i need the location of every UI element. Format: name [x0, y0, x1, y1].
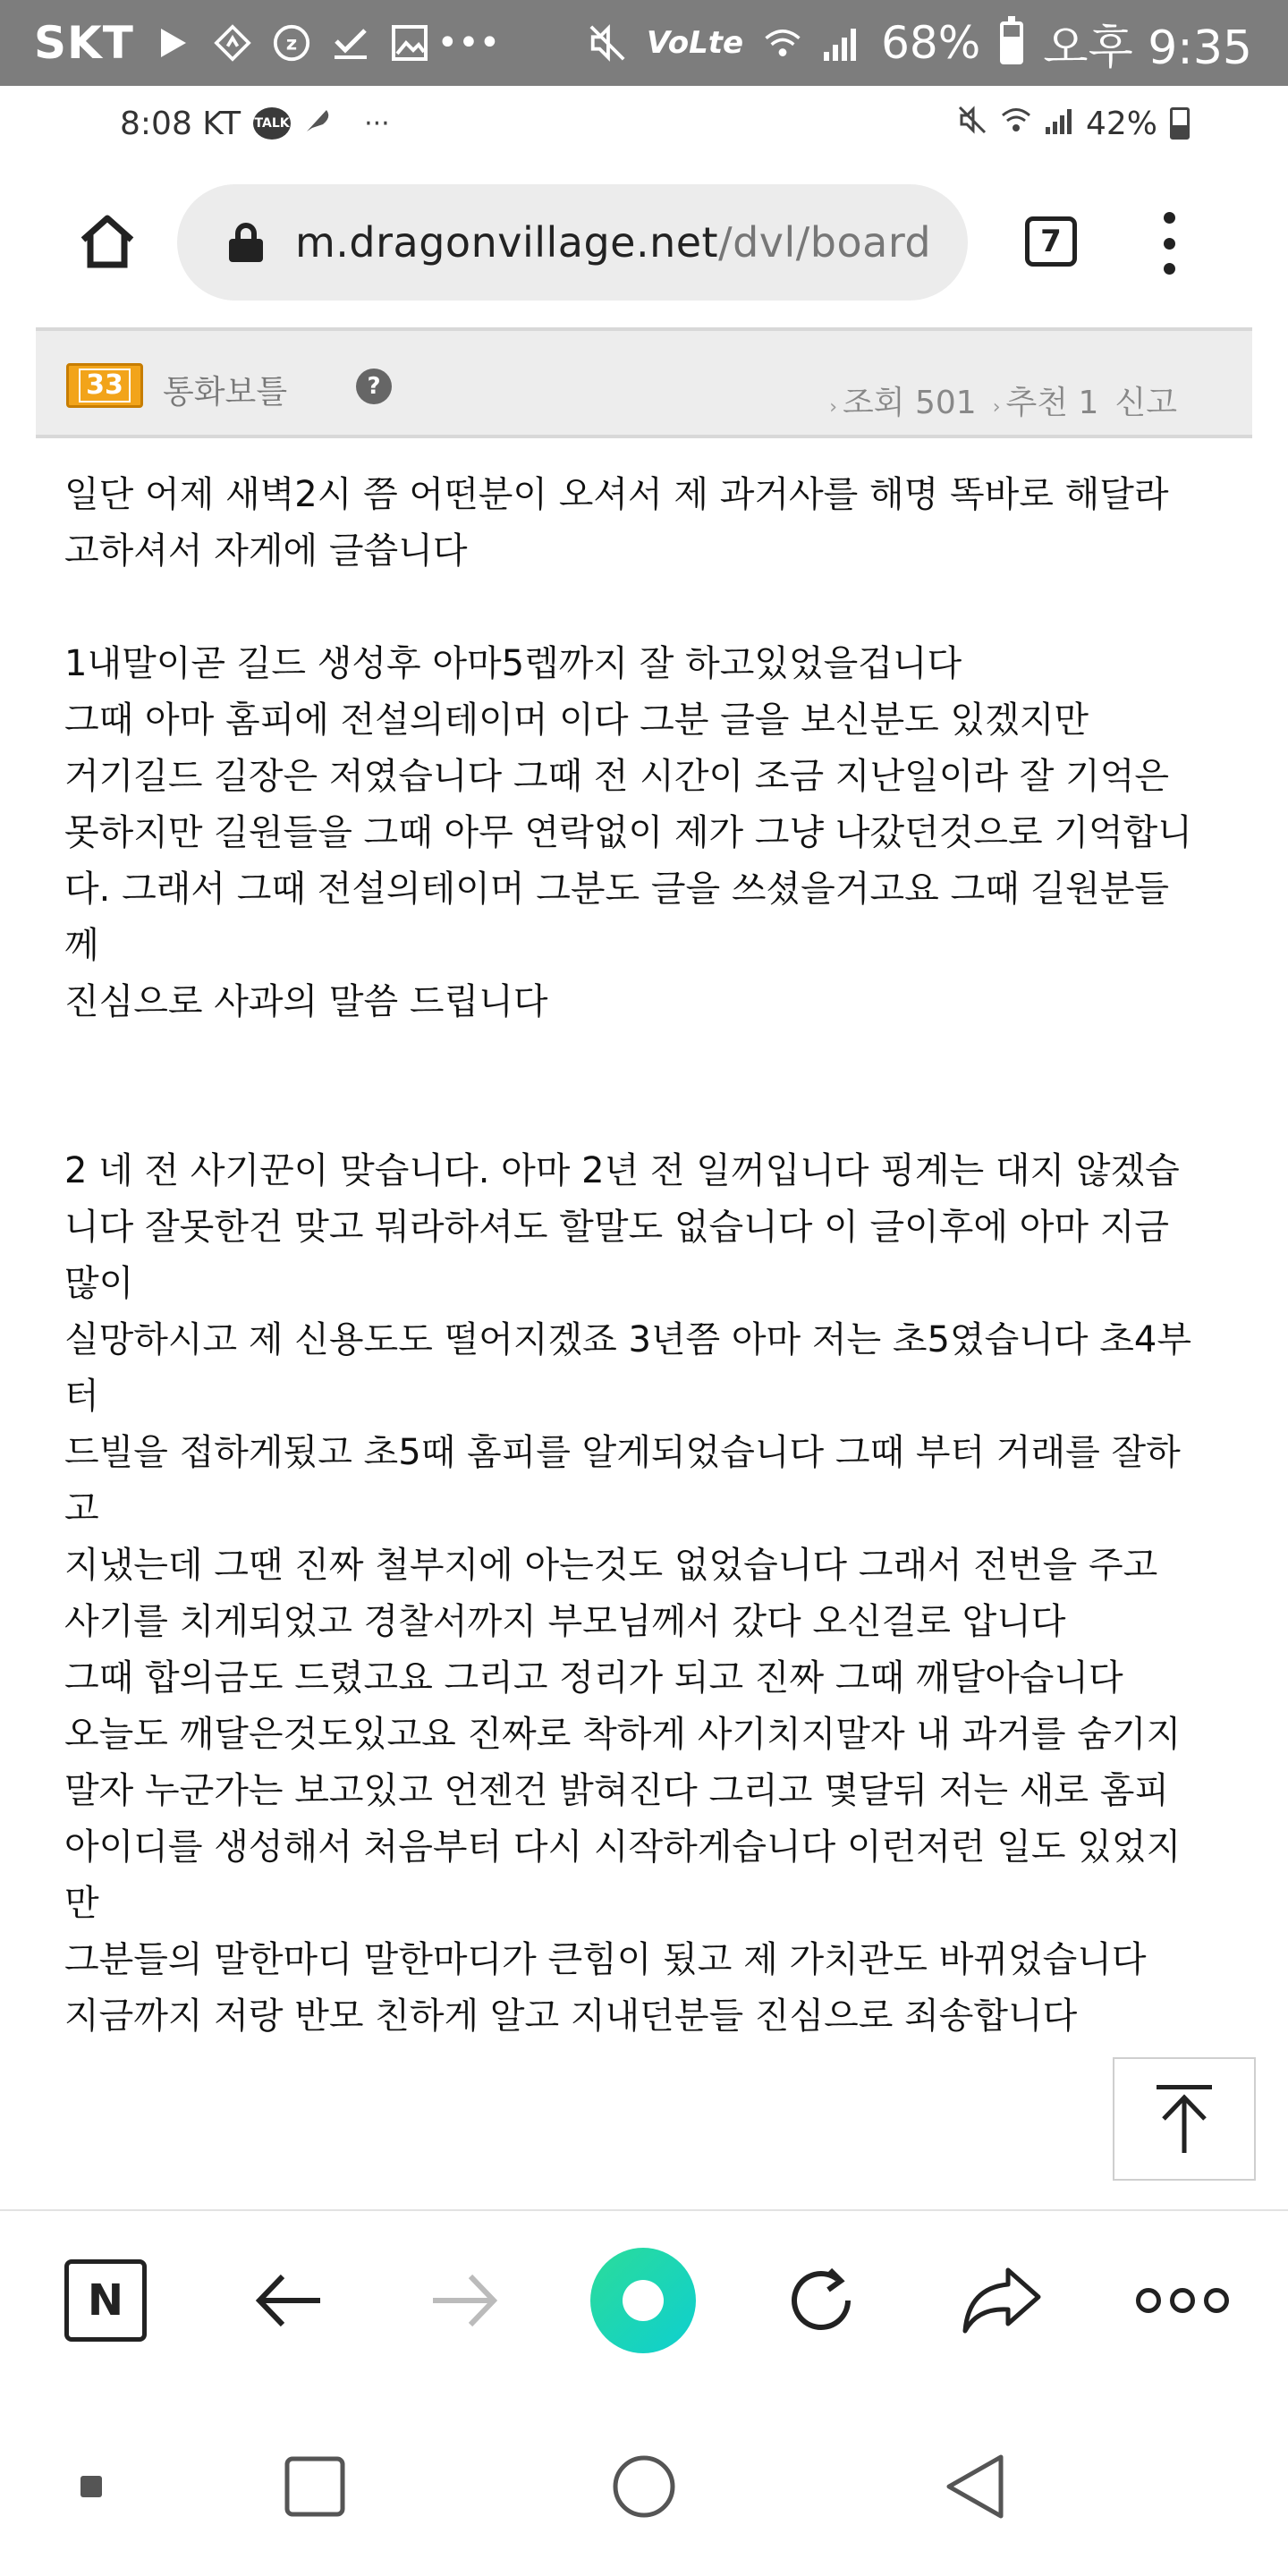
recommend-button[interactable] [993, 377, 1099, 423]
article-line: 진심으로 사과의 말씀 드립니다 [64, 981, 548, 1022]
system-navigation-bar [0, 2388, 1288, 2576]
more-notifications-icon: ••• [436, 22, 501, 64]
url-field[interactable] [177, 184, 968, 301]
share-arrow-icon [960, 2265, 1042, 2336]
lock-icon [229, 223, 263, 262]
gallery-icon [390, 23, 429, 63]
system-status-bar [0, 0, 1288, 86]
more-menu-button[interactable] [1154, 208, 1184, 279]
menu-dot [1164, 212, 1175, 224]
notification-dot-button[interactable] [55, 2451, 127, 2522]
refresh-icon [784, 2263, 859, 2338]
level-badge [66, 363, 143, 408]
wifi-icon [763, 23, 802, 63]
back-button[interactable] [234, 2247, 342, 2354]
arrow-right-icon [429, 2269, 501, 2332]
url-host: m.dragonvillage.net [295, 218, 719, 267]
forward-button[interactable] [411, 2247, 519, 2354]
article-line: 드빌을 접하게됬고 초5때 홈피를 알게되었습니다 그때 부터 거래를 잘하 [64, 1432, 1181, 1473]
wifi-icon [1000, 106, 1032, 140]
article-line: 그때 합의금도 드렸고요 그리고 정리가 되고 진짜 그때 깨달아습니다 [64, 1657, 1123, 1699]
square-dot-icon [80, 2475, 103, 2498]
url-path: /dvl/board [718, 218, 932, 267]
article-line: 지금까지 저랑 반모 친하게 알고 지내던분들 진심으로 죄송합니다 [64, 1996, 1078, 2037]
battery-percent: 68% [881, 17, 981, 69]
share-button[interactable] [947, 2247, 1055, 2354]
navigation-app-icon [213, 23, 252, 63]
article-line: 지냈는데 그땐 진짜 철부지에 아는것도 없었습니다 그래서 전번을 주고 [64, 1545, 1158, 1586]
inner-battery-percent: 42% [1085, 105, 1157, 142]
post-meta [829, 377, 1177, 423]
menu-dot [1164, 263, 1175, 275]
green-dot-button[interactable] [589, 2247, 697, 2354]
refresh-button[interactable] [767, 2247, 875, 2354]
article-line: 사기를 치게되었고 경찰서까지 부모님께서 갔다 오신걸로 압니다 [64, 1601, 1066, 1642]
play-icon [154, 23, 193, 63]
article-line: 터 [64, 1376, 99, 1417]
article-line: 못하지만 길원들을 그때 아무 연락없이 제가 그냥 나갔던것으로 기억합니 [64, 812, 1192, 853]
kakaotalk-icon: TALK [253, 107, 291, 140]
article-line: 일단 어제 새벽2시 쯤 어떤분이 오셔서 제 과거사를 해명 똑바로 해달라 [64, 474, 1169, 515]
views-count [829, 377, 977, 423]
article-line: 실망하시고 제 신용도도 떨어지겠죠 3년쯤 아마 저는 초5였습니다 초4부 [64, 1319, 1191, 1360]
naver-home-button[interactable] [52, 2247, 159, 2354]
browser-toolbar [0, 2209, 1288, 2388]
article-line: 아이디를 생성해서 처음부터 다시 시작하게습니다 이런저런 일도 있었지 [64, 1826, 1182, 1868]
menu-dot [1164, 238, 1175, 250]
article-line: 만 [64, 1883, 99, 1924]
views-label: 조회 501 [843, 385, 977, 421]
article-line: 고 [64, 1488, 99, 1530]
back-triangle-icon [944, 2453, 1006, 2520]
mute-icon [957, 105, 987, 142]
mute-icon [588, 23, 627, 63]
more-dots-icon [1136, 2288, 1229, 2313]
naver-logo-icon: N [64, 2259, 147, 2342]
article-line: 고하셔서 자게에 글씁니다 [64, 530, 468, 572]
zum-app-icon [272, 23, 311, 63]
download-done-icon [331, 23, 370, 63]
scroll-to-top-button[interactable] [1113, 2057, 1256, 2181]
browser-address-bar [0, 161, 1288, 322]
article-line: 다. 그래서 그때 전설의테이머 그분도 글을 쓰셨을거고요 그때 길원분들 [64, 869, 1169, 910]
chevron-icon: › [829, 396, 837, 419]
svg-text:z: z [285, 31, 297, 55]
battery-icon [1000, 21, 1023, 64]
signal-icon [822, 23, 861, 63]
signal-icon [1045, 106, 1073, 141]
article-line: 그때 아마 홈피에 전설의테이머 이다 그분 글을 보신분도 있겠지만 [64, 699, 1089, 741]
level-number: 33 [79, 369, 131, 402]
recommend-label: 추천 1 [1005, 385, 1099, 421]
back-nav-button[interactable] [939, 2451, 1011, 2522]
arrow-left-icon [252, 2269, 324, 2332]
volte-label: VoLte [646, 25, 744, 61]
arrow-up-to-top-icon [1153, 2081, 1216, 2157]
recent-apps-icon [284, 2455, 346, 2518]
green-dot-icon [590, 2248, 696, 2353]
chevron-icon: › [992, 396, 1001, 419]
author-name[interactable]: 통화보틀 [163, 374, 288, 411]
article-line: 니다 잘못한건 맞고 뭐라하셔도 할말도 없습니다 이 글이후에 아마 지금 [64, 1207, 1169, 1248]
more-notifications-icon: ··· [364, 107, 390, 140]
feather-icon [303, 105, 334, 142]
inner-status-bar [0, 86, 1288, 161]
article-line: 1내말이곧 길드 생성후 아마5렙까지 잘 하고있었을겁니다 [64, 643, 962, 684]
home-button[interactable] [75, 209, 140, 274]
inner-battery-icon [1170, 107, 1190, 140]
article-line: 그분들의 말한마디 말한마디가 큰힘이 됬고 제 가치관도 바뀌었습니다 [64, 1939, 1147, 1980]
more-options-button[interactable] [1129, 2247, 1236, 2354]
tab-switcher-button[interactable]: 7 [1025, 216, 1077, 267]
article-body [64, 467, 1227, 2045]
home-icon [78, 213, 137, 270]
inner-clock: 8:08 KT [120, 105, 242, 142]
article-line: 거기길드 길장은 저였습니다 그때 전 시간이 조금 지난일이라 잘 기억은 [64, 756, 1169, 797]
article-line: 2 네 전 사기꾼이 맞습니다. 아마 2년 전 일꺼입니다 핑계는 대지 않겠습 [64, 1150, 1180, 1191]
home-circle-icon [611, 2453, 677, 2520]
post-header [36, 327, 1252, 438]
home-nav-button[interactable] [608, 2451, 680, 2522]
help-icon[interactable]: ? [356, 369, 392, 404]
article-line: 오늘도 깨달은것도있고요 진짜로 착하게 사기치지말자 내 과거를 숨기지 [64, 1714, 1182, 1755]
recent-apps-button[interactable] [279, 2451, 351, 2522]
article-line: 께 [64, 925, 99, 966]
report-button[interactable]: 신고 [1114, 385, 1177, 421]
carrier-label: SKT [34, 17, 134, 69]
article-line: 말자 누군가는 보고있고 언젠건 밝혀진다 그리고 몇달뒤 저는 새로 홈피 [64, 1770, 1169, 1811]
clock: 오후 9:35 [1043, 21, 1252, 75]
article-line: 많이 [64, 1263, 134, 1304]
